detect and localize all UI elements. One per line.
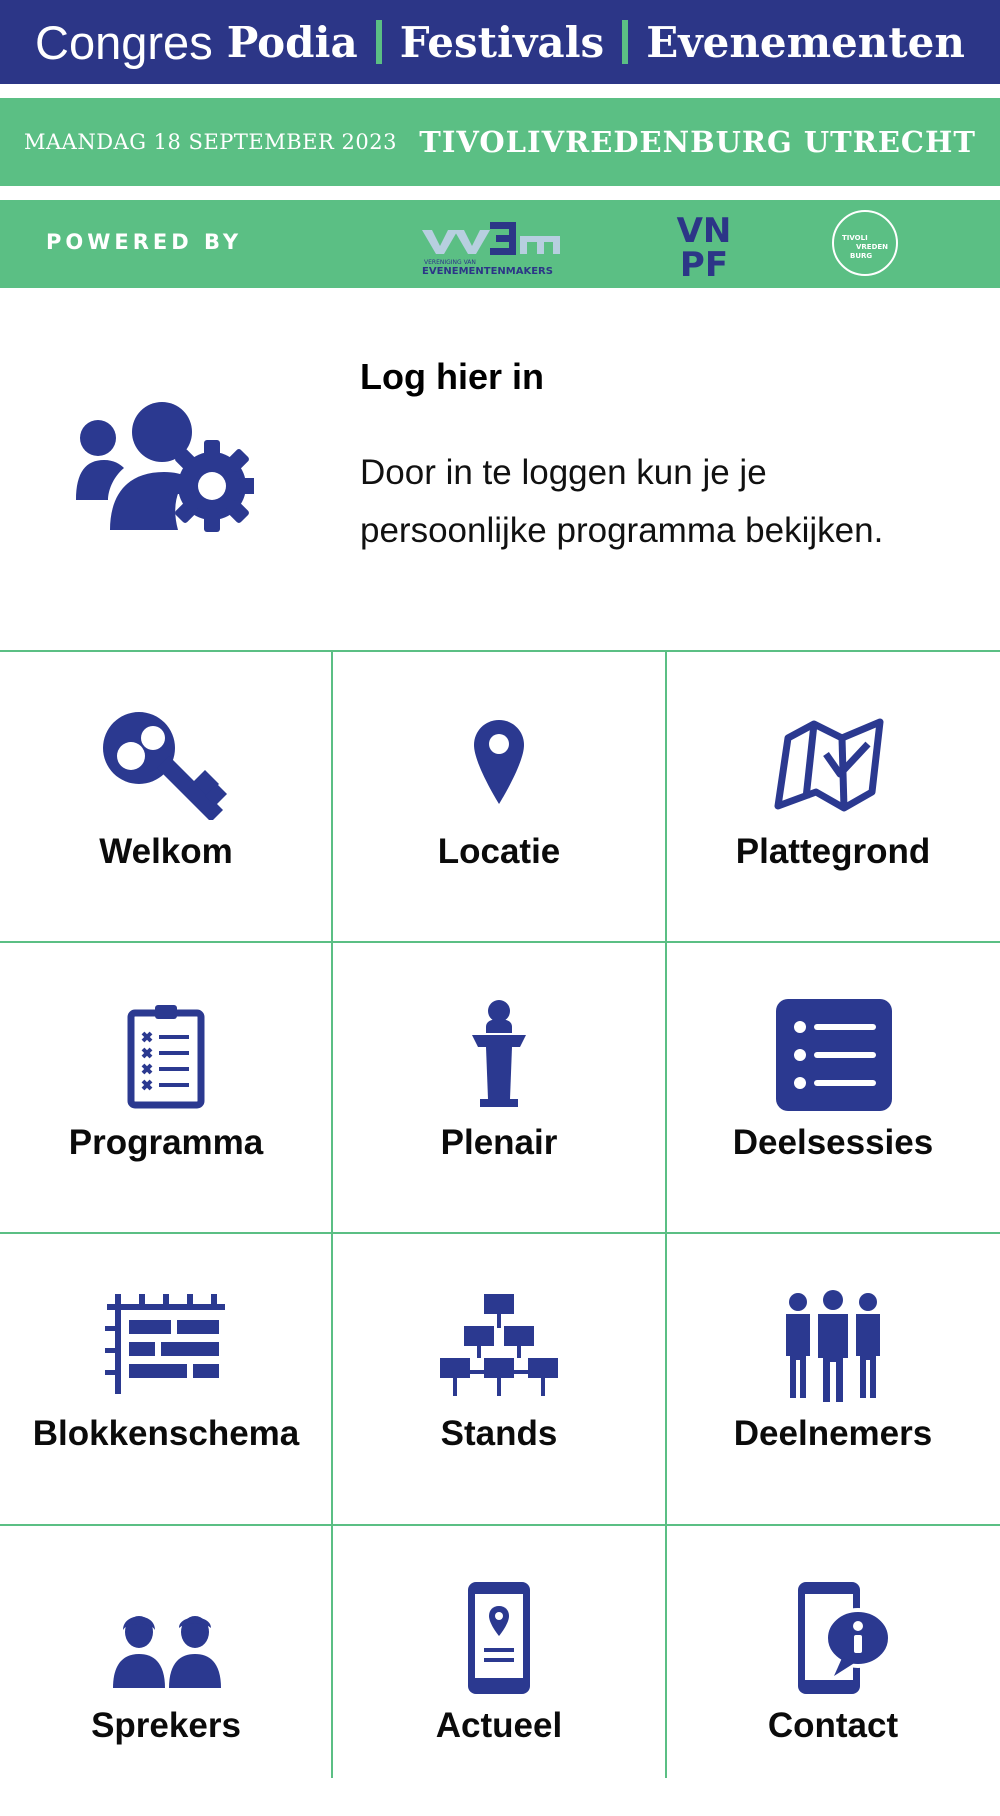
tile-label: Sprekers: [91, 1706, 241, 1745]
app-title-banner: [0, 0, 1000, 84]
login-banner[interactable]: [0, 288, 1000, 650]
tile-stands[interactable]: [333, 1234, 665, 1524]
tivoli-text-2: VREDEN: [856, 243, 889, 251]
title-congres: Congres: [35, 15, 213, 69]
vvem-name-text: EVENEMENTENMAKERS: [422, 266, 553, 276]
podium-speaker-icon: [434, 999, 564, 1111]
folded-map-icon: [768, 708, 898, 820]
tile-deelnemers[interactable]: [667, 1234, 999, 1524]
tile-label: Deelsessies: [732, 1123, 934, 1162]
vnpf-bottom-text: PF: [679, 245, 729, 278]
tile-label: Welkom: [99, 832, 233, 871]
tile-label: Contact: [767, 1706, 899, 1745]
login-description-line: Door in te loggen kun je je: [360, 453, 767, 492]
clipboard-checklist-icon: [101, 999, 231, 1111]
tile-label: Deelnemers: [733, 1414, 933, 1453]
title-separator: [622, 20, 628, 64]
powered-by-label: POWERED BY: [46, 230, 243, 254]
event-date: MAANDAG 18 SEPTEMBER 2023: [24, 130, 397, 154]
tile-contact[interactable]: [667, 1526, 999, 1816]
vnpf-top-text: VN: [676, 211, 732, 251]
tile-locatie[interactable]: [333, 652, 665, 942]
tile-label: Plenair: [440, 1123, 558, 1162]
people-group-icon: [768, 1290, 898, 1402]
tile-label: Plattegrond: [735, 832, 931, 871]
tivoli-text-3: BURG: [850, 252, 873, 260]
tile-label: Locatie: [437, 832, 561, 871]
login-description: [360, 444, 960, 560]
vvem-small-text: VERENIGING VAN: [424, 259, 476, 266]
vvem-logo: [420, 214, 570, 276]
title-separator: [376, 20, 382, 64]
tile-sprekers[interactable]: [0, 1526, 332, 1816]
map-pin-icon: [434, 708, 564, 820]
tile-label: Actueel: [435, 1706, 563, 1745]
tile-blokkenschema[interactable]: [0, 1234, 332, 1524]
speakers-icon: [101, 1582, 231, 1694]
vnpf-logo: [668, 210, 740, 278]
tivolivredenburg-logo: [830, 208, 900, 278]
tile-label: Stands: [440, 1414, 558, 1453]
tile-programma[interactable]: [0, 943, 332, 1233]
event-date-band: [0, 98, 1000, 186]
users-gear-icon: [74, 402, 254, 532]
tivoli-text-1: TIVOLI: [842, 234, 868, 242]
title-podia: Podia: [226, 17, 358, 67]
booths-icon: [434, 1290, 564, 1402]
list-icon: [768, 999, 898, 1111]
sponsors-band: [0, 200, 1000, 288]
tile-plattegrond[interactable]: [667, 652, 999, 942]
key-icon: [101, 708, 231, 820]
phone-info-icon: [768, 1582, 898, 1694]
login-title: Log hier in: [360, 356, 544, 397]
title-festivals: Festivals: [399, 17, 605, 67]
login-description-line: persoonlijke programma bekijken.: [360, 511, 884, 550]
event-venue: TIVOLIVREDENBURG UTRECHT: [419, 125, 976, 159]
tile-deelsessies[interactable]: [667, 943, 999, 1233]
title-evenementen: Evenementen: [646, 17, 965, 67]
phone-location-icon: [434, 1582, 564, 1694]
tile-label: Blokkenschema: [32, 1414, 300, 1453]
tile-welkom[interactable]: [0, 652, 332, 942]
schedule-blocks-icon: [101, 1290, 231, 1402]
tile-label: Programma: [68, 1123, 264, 1162]
tile-actueel[interactable]: [333, 1526, 665, 1816]
menu-grid: [0, 650, 1000, 1778]
tile-plenair[interactable]: [333, 943, 665, 1233]
